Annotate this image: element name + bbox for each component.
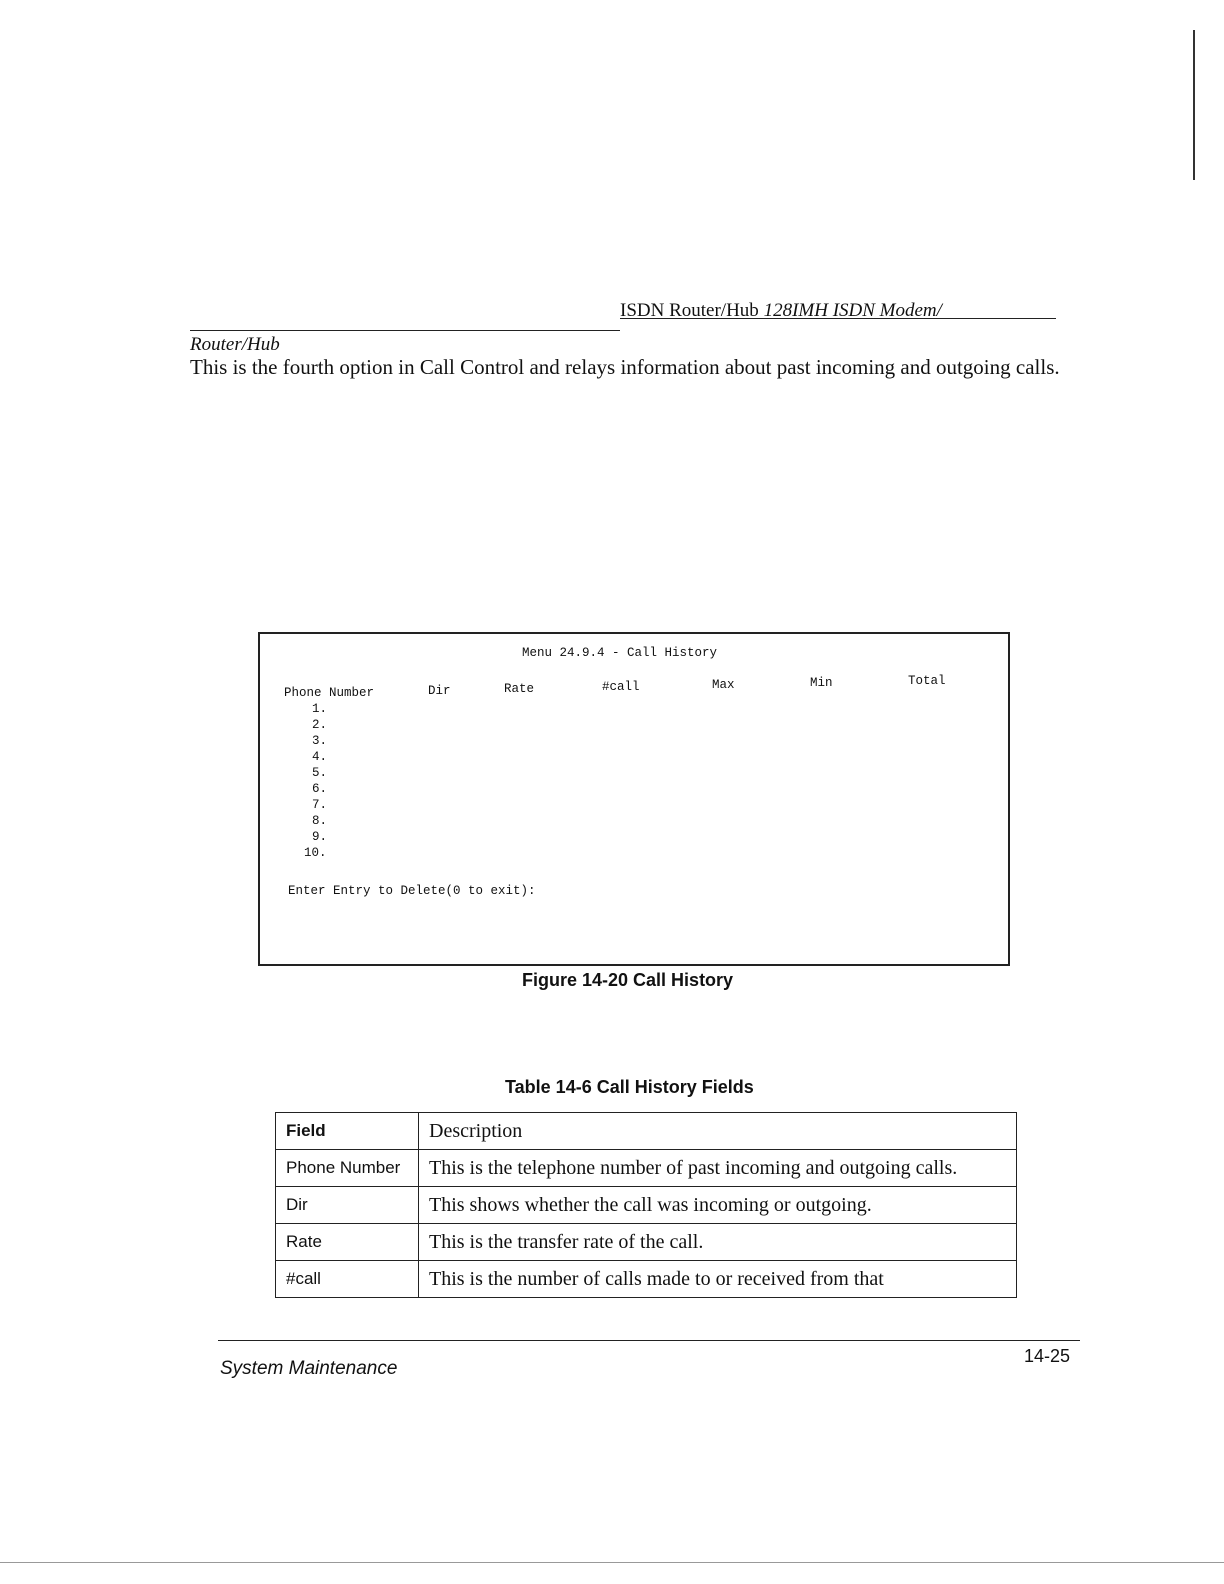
entry-row[interactable]: 9. bbox=[312, 830, 328, 844]
entry-row[interactable]: 10. bbox=[304, 846, 327, 860]
call-history-screen bbox=[258, 632, 1010, 966]
entry-row[interactable]: 2. bbox=[312, 718, 328, 732]
screen-title: Menu 24.9.4 - Call History bbox=[522, 646, 718, 660]
table-row bbox=[276, 1261, 1017, 1298]
header-rule-left bbox=[190, 330, 620, 331]
table-row bbox=[276, 1224, 1017, 1261]
column-phone-number: Phone Number bbox=[284, 686, 375, 700]
footer-rule bbox=[218, 1340, 1080, 1341]
entry-row[interactable]: 6. bbox=[312, 782, 328, 796]
entry-row[interactable]: 5. bbox=[312, 766, 328, 780]
column-dir: Dir bbox=[428, 684, 451, 698]
column-min: Min bbox=[810, 676, 833, 690]
scan-bottom-edge bbox=[0, 1562, 1224, 1563]
header-continuation: Router/Hub bbox=[190, 334, 280, 355]
column-max: Max bbox=[712, 678, 735, 692]
entry-row[interactable]: 1. bbox=[312, 702, 328, 716]
page-number: 14-25 bbox=[1024, 1346, 1071, 1366]
figure-caption: Figure 14-20 Call History bbox=[522, 970, 734, 990]
table-row bbox=[276, 1187, 1017, 1224]
field-description: This shows whether the call was incoming or outgoing. bbox=[419, 1187, 1017, 1224]
field-name: Phone Number bbox=[276, 1150, 419, 1187]
field-description: This is the transfer rate of the call. bbox=[419, 1224, 1017, 1261]
field-name: #call bbox=[276, 1261, 419, 1298]
delete-entry-prompt[interactable]: Enter Entry to Delete(0 to exit): bbox=[288, 884, 536, 898]
intro-paragraph: This is the fourth option in Call Control and relays information about past incoming and outgoing calls. bbox=[190, 355, 1060, 379]
header-model: 128IMH bbox=[763, 300, 828, 321]
header-rule bbox=[620, 318, 1056, 319]
footer-section: System Maintenance bbox=[220, 1358, 398, 1379]
field-description: This is the number of calls made to or received from that bbox=[419, 1261, 1017, 1298]
column-call-count: #call bbox=[602, 680, 640, 694]
entry-row[interactable]: 7. bbox=[312, 798, 328, 812]
table-caption: Table 14-6 Call History Fields bbox=[505, 1077, 754, 1097]
header-description: Description bbox=[419, 1113, 1017, 1150]
field-name: Rate bbox=[276, 1224, 419, 1261]
table-row bbox=[276, 1150, 1017, 1187]
header-subtitle: ISDN Modem/ bbox=[832, 300, 942, 321]
field-description: This is the telephone number of past incoming and outgoing calls. bbox=[419, 1150, 1017, 1187]
column-total: Total bbox=[908, 674, 946, 688]
header-product: ISDN Router/Hub bbox=[620, 300, 759, 321]
scan-margin-mark bbox=[1193, 30, 1195, 180]
field-name: Dir bbox=[276, 1187, 419, 1224]
entry-row[interactable]: 8. bbox=[312, 814, 328, 828]
entry-row[interactable]: 4. bbox=[312, 750, 328, 764]
header-field: Field bbox=[276, 1113, 419, 1150]
entry-row[interactable]: 3. bbox=[312, 734, 328, 748]
call-history-fields-table bbox=[275, 1112, 1017, 1298]
table-header-row bbox=[276, 1113, 1017, 1150]
column-rate: Rate bbox=[504, 682, 535, 696]
